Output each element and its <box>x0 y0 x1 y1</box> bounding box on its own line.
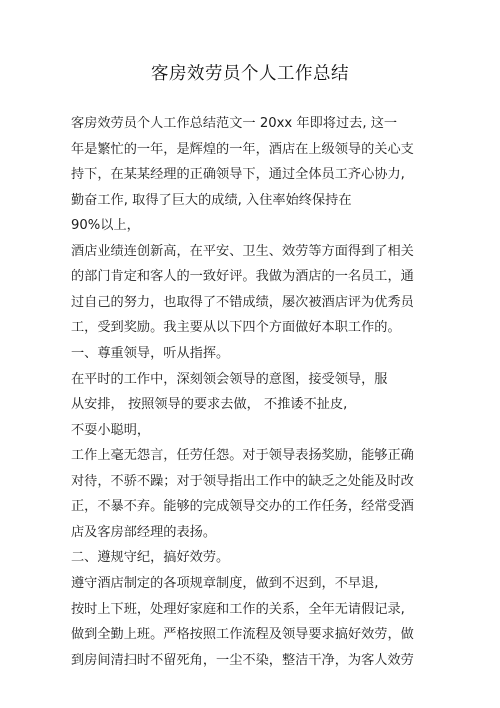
body-line: 到房间清扫时不留死角，一尘不染，整洁干净，为客人效劳 <box>71 652 414 668</box>
body-line: 持下，在某某经理的正确领导下，通过全体员工齐心协力, <box>71 167 405 183</box>
body-line: 遵守酒店制定的各项规章制度，做到不迟到，不早退, <box>71 575 379 591</box>
body-line: 从安排， 按照领导的要求去做， 不推诿不扯皮, <box>71 397 348 413</box>
body-line: 过自己的努力，也取得了不错成绩，屡次被酒店评为优秀员 <box>71 294 414 310</box>
body-line: 不耍小聪明， <box>71 422 151 438</box>
body-line: 正，不暴不弃。能够的完成领导交办的工作任务，经常受酒 <box>71 499 414 515</box>
body-line: 按时上下班，处理好家庭和工作的关系，全年无请假记录, <box>71 601 405 617</box>
body-line: 做到全勤上班。严格按照工作流程及领导要求搞好效劳，做 <box>71 627 414 642</box>
body-line: 年是繁忙的一年，是辉煌的一年，酒店在上级领导的关心支 <box>71 141 414 157</box>
body-line: 工，受到奖励。我主要从以下四个方面做好本职工作的。 <box>71 320 401 336</box>
body-line: 勤奋工作, 取得了巨大的成绩, 入住率始终保持在 <box>71 192 352 208</box>
body-line: 客房效劳员个人工作总结范文一 20xx 年即将过去, 这一 <box>71 116 398 131</box>
document-title: 客房效劳员个人工作总结 <box>151 64 349 84</box>
body-line: 店及客房部经理的表扬。 <box>71 524 217 540</box>
body-line: 一、尊重领导，听从指挥。 <box>71 346 230 361</box>
body-line: 的部门肯定和客人的一致好评。我做为酒店的一名员工，通 <box>71 269 414 285</box>
body-line: 90%以上， <box>71 218 140 234</box>
body-line: 工作上毫无怨言，任劳任怨。对于领导表扬奖励，能够正确 <box>71 448 414 464</box>
body-line: 对待，不骄不躁；对于领导指出工作中的缺乏之处能及时改 <box>71 473 414 489</box>
body-line: 酒店业绩连创新高，在平安、卫生、效劳等方面得到了相关 <box>71 243 414 259</box>
body-line: 二、遵规守纪，搞好效劳。 <box>71 550 230 566</box>
body-line: 在平时的工作中，深刻领会领导的意图，接受领导，服 <box>71 371 388 387</box>
